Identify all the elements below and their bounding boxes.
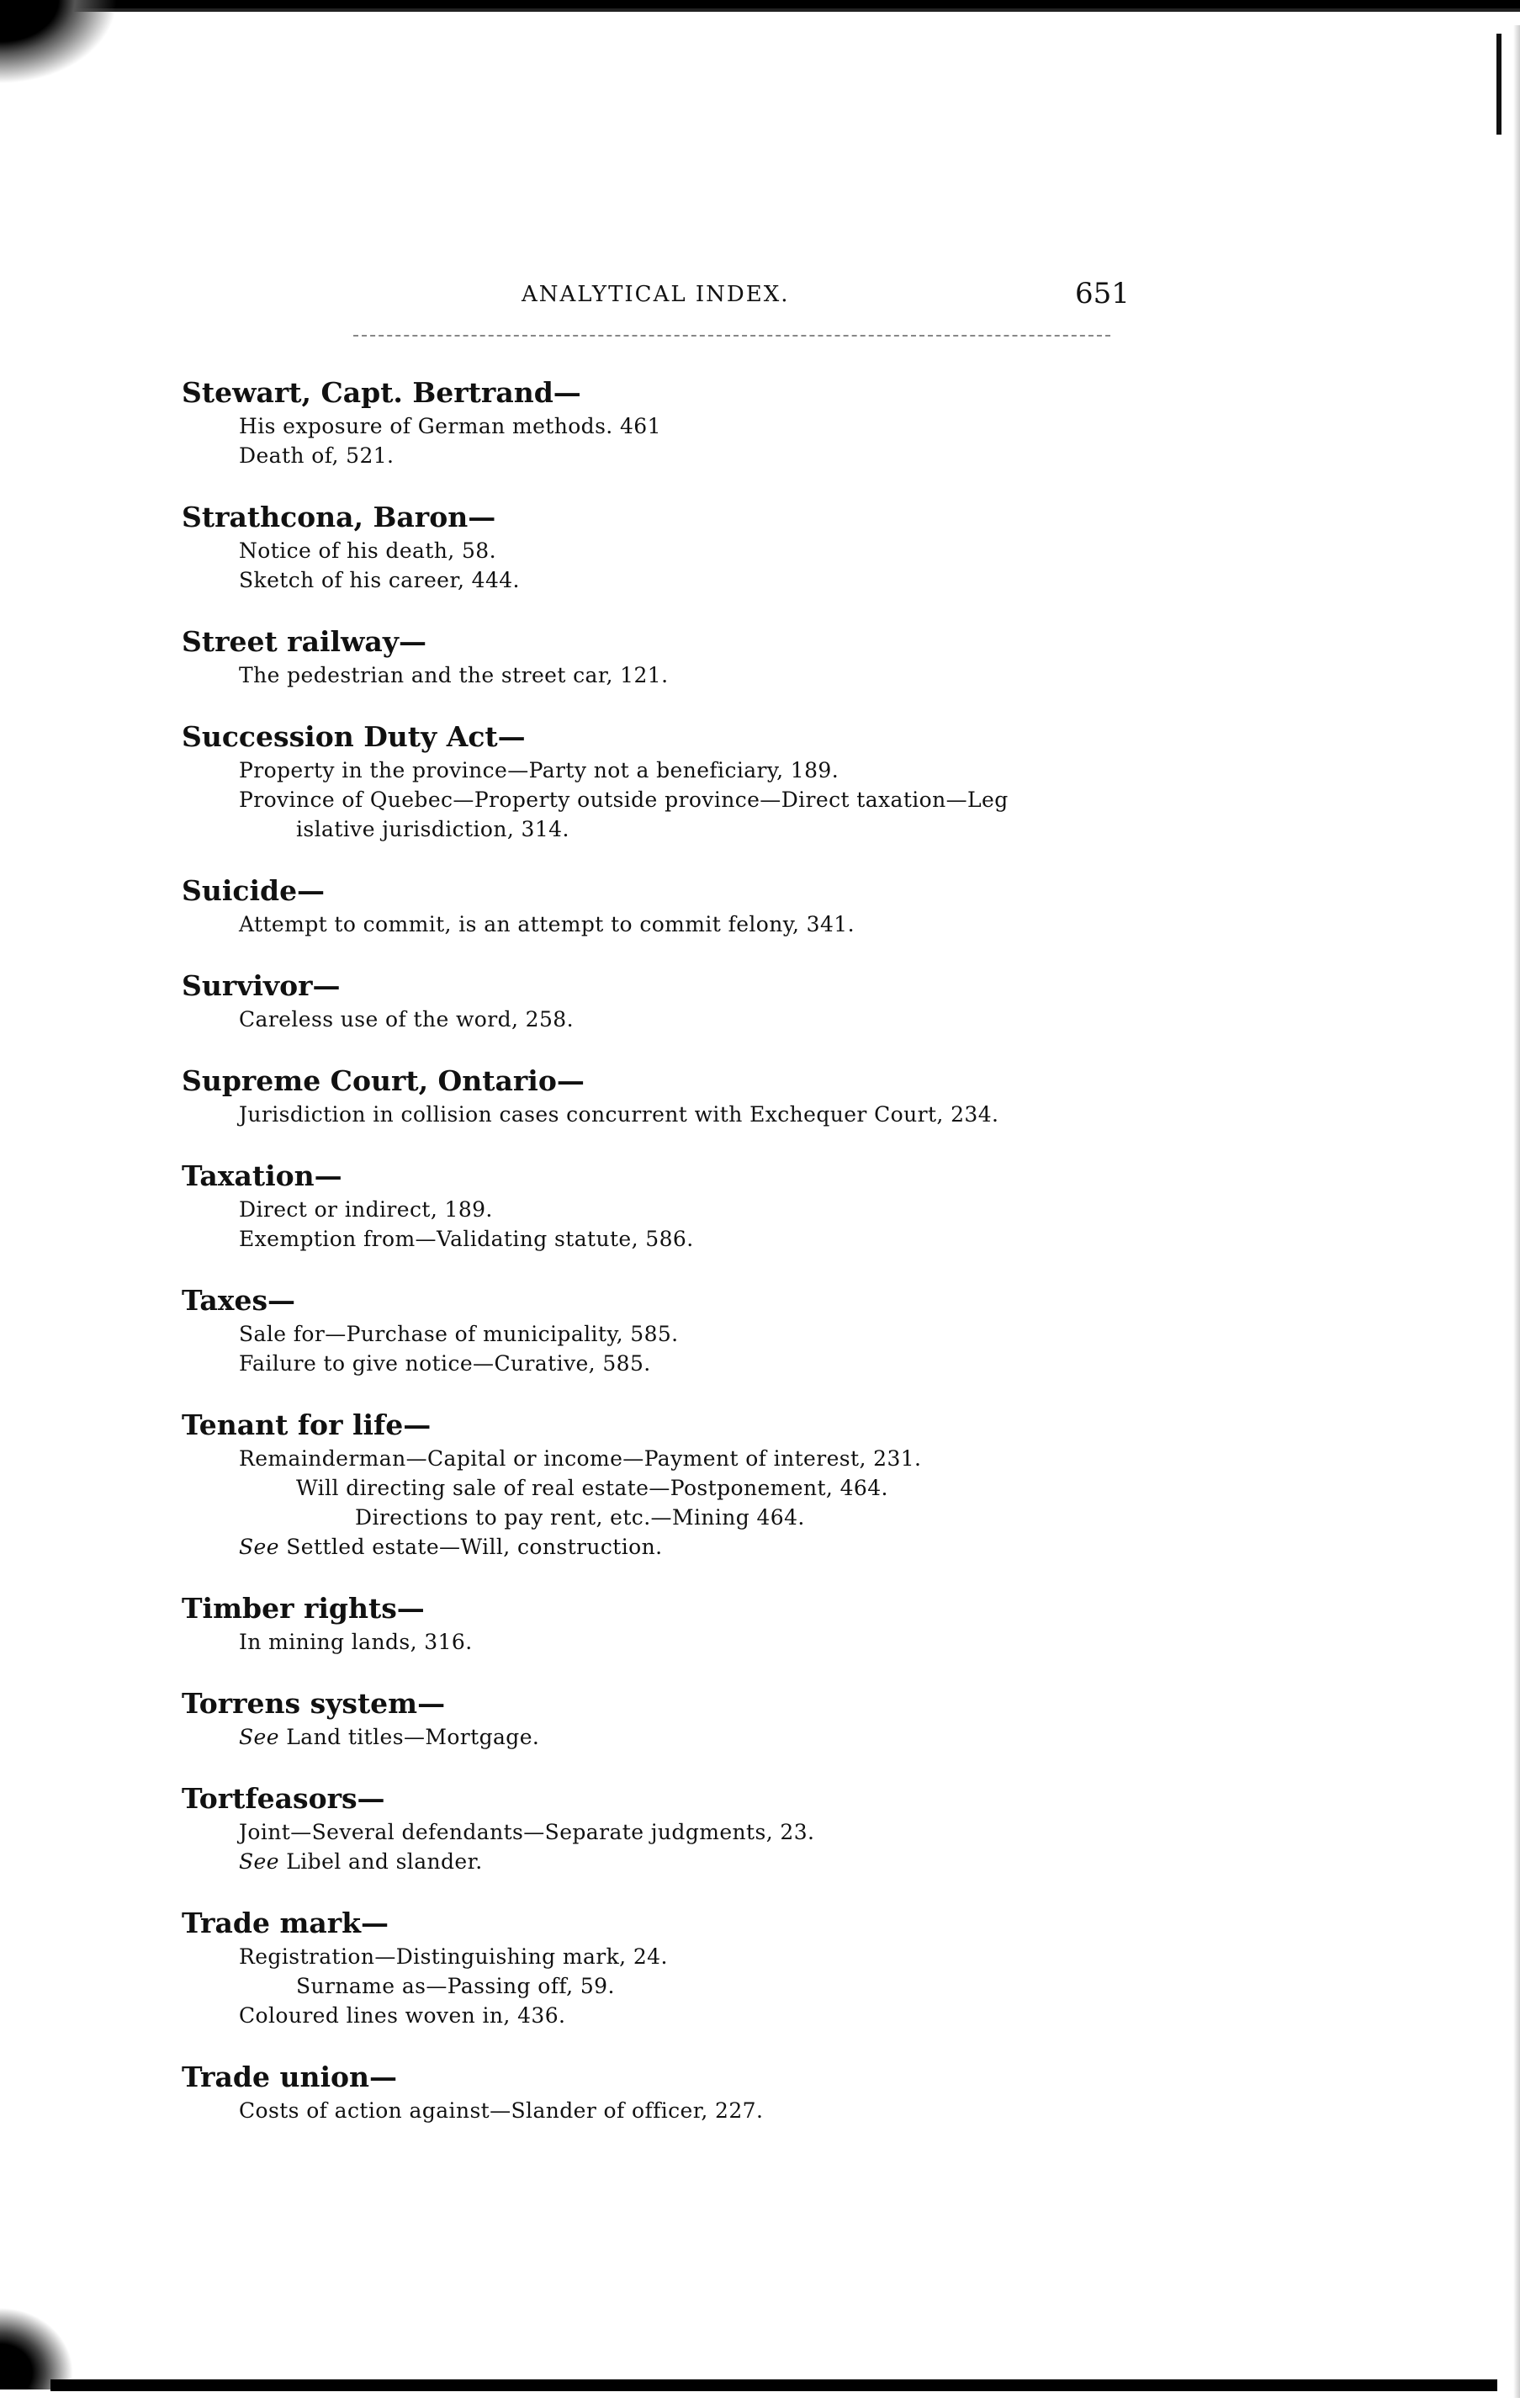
entry-subline bbox=[182, 2001, 1149, 2030]
index-entries bbox=[182, 374, 1149, 2154]
entry-subline bbox=[182, 1847, 1149, 1876]
entry-subline bbox=[182, 814, 1149, 844]
subline-text: Surname as—Passing off, 59. bbox=[296, 1974, 615, 1998]
entry-heading: Trade mark— bbox=[182, 1907, 389, 1939]
entry-subline bbox=[182, 1942, 1149, 1971]
subline-text: Failure to give notice—Curative, 585. bbox=[239, 1351, 651, 1376]
entry-heading: Succession Duty Act— bbox=[182, 720, 526, 753]
index-entry bbox=[182, 1063, 1149, 1129]
entry-subline bbox=[182, 660, 1149, 690]
see-reference-label: See bbox=[239, 1849, 279, 1874]
entry-subline bbox=[182, 756, 1149, 785]
index-entry bbox=[182, 873, 1149, 939]
entry-subline bbox=[182, 785, 1149, 814]
entry-subline bbox=[182, 1319, 1149, 1349]
subline-text: Sketch of his career, 444. bbox=[239, 568, 520, 592]
subline-text: Settled estate—Will, construction. bbox=[286, 1535, 663, 1559]
subline-text: Direct or indirect, 189. bbox=[239, 1197, 493, 1222]
entry-heading: Torrens system— bbox=[182, 1687, 446, 1720]
see-reference-label: See bbox=[239, 1725, 279, 1749]
index-entry bbox=[182, 1590, 1149, 1657]
subline-text: Notice of his death, 58. bbox=[239, 538, 496, 563]
entry-subline bbox=[182, 1005, 1149, 1034]
index-entry bbox=[182, 2059, 1149, 2125]
entry-heading: Timber rights— bbox=[182, 1592, 425, 1625]
entry-subline bbox=[182, 536, 1149, 565]
entry-subline bbox=[182, 1444, 1149, 1473]
entry-heading: Suicide— bbox=[182, 874, 326, 907]
header-rule bbox=[353, 335, 1110, 337]
subline-text: The pedestrian and the street car, 121. bbox=[239, 663, 669, 687]
index-entry bbox=[182, 374, 1149, 470]
subline-text: Province of Quebec—Property outside province—Direct taxation—Leg bbox=[239, 788, 1009, 812]
entry-subline bbox=[182, 1627, 1149, 1657]
running-head: ANALYTICAL INDEX. bbox=[522, 282, 790, 307]
subline-text: Property in the province—Party not a beneficiary, 189. bbox=[239, 758, 839, 782]
subline-text: Registration—Distinguishing mark, 24. bbox=[239, 1944, 668, 1969]
entry-subline bbox=[182, 1503, 1149, 1532]
subline-text: Will directing sale of real estate—Postponement, 464. bbox=[296, 1476, 888, 1500]
subline-text: Careless use of the word, 258. bbox=[239, 1007, 574, 1032]
entry-heading: Tortfeasors— bbox=[182, 1782, 385, 1815]
index-entry bbox=[182, 1158, 1149, 1254]
page-number: 651 bbox=[1075, 277, 1130, 310]
subline-text: His exposure of German methods. 461 bbox=[239, 414, 661, 438]
entry-subline bbox=[182, 1195, 1149, 1224]
see-reference-label: See bbox=[239, 1535, 279, 1559]
entry-subline bbox=[182, 441, 1149, 470]
subline-text: In mining lands, 316. bbox=[239, 1630, 473, 1654]
entry-subline bbox=[182, 1473, 1149, 1503]
entry-heading: Strathcona, Baron— bbox=[182, 501, 496, 533]
entry-subline bbox=[182, 1817, 1149, 1847]
subline-text: Land titles—Mortgage. bbox=[286, 1725, 540, 1749]
entry-heading: Street railway— bbox=[182, 625, 426, 658]
subline-text: Libel and slander. bbox=[286, 1849, 483, 1874]
entry-heading: Stewart, Capt. Bertrand— bbox=[182, 376, 581, 409]
index-entry bbox=[182, 1905, 1149, 2030]
index-entry bbox=[182, 719, 1149, 844]
subline-text: Remainderman—Capital or income—Payment of interest, 231. bbox=[239, 1446, 922, 1471]
page-header bbox=[0, 277, 1520, 332]
scan-border-top bbox=[0, 0, 1520, 22]
entry-subline bbox=[182, 411, 1149, 441]
entry-heading: Tenant for life— bbox=[182, 1408, 432, 1441]
entry-heading: Taxation— bbox=[182, 1159, 342, 1192]
scan-edge-right bbox=[1513, 25, 1520, 2398]
scan-mark-right bbox=[1496, 34, 1501, 135]
subline-text: Jurisdiction in collision cases concurrent with Exchequer Court, 234. bbox=[239, 1102, 999, 1127]
subline-text: Exemption from—Validating statute, 586. bbox=[239, 1227, 694, 1251]
subline-text: Joint—Several defendants—Separate judgments, 23. bbox=[239, 1820, 815, 1844]
index-entry bbox=[182, 1685, 1149, 1752]
subline-text: Sale for—Purchase of municipality, 585. bbox=[239, 1322, 679, 1346]
entry-subline bbox=[182, 1532, 1149, 1562]
entry-subline bbox=[182, 2096, 1149, 2125]
subline-text: Costs of action against—Slander of officer, 227. bbox=[239, 2098, 764, 2123]
index-entry bbox=[182, 1407, 1149, 1562]
entry-subline bbox=[182, 1349, 1149, 1378]
subline-text: Attempt to commit, is an attempt to commit felony, 341. bbox=[239, 912, 855, 936]
entry-subline bbox=[182, 1224, 1149, 1254]
index-entry bbox=[182, 623, 1149, 690]
entry-subline bbox=[182, 1971, 1149, 2001]
scan-shadow-top-left bbox=[0, 0, 118, 84]
index-entry bbox=[182, 968, 1149, 1034]
entry-subline bbox=[182, 910, 1149, 939]
entry-heading: Trade union— bbox=[182, 2061, 398, 2093]
entry-heading: Taxes— bbox=[182, 1284, 296, 1317]
entry-subline bbox=[182, 1100, 1149, 1129]
scan-border-bottom bbox=[50, 2379, 1497, 2391]
entry-heading: Supreme Court, Ontario— bbox=[182, 1064, 585, 1097]
entry-subline bbox=[182, 565, 1149, 595]
entry-heading: Survivor— bbox=[182, 969, 341, 1002]
subline-text: Coloured lines woven in, 436. bbox=[239, 2003, 566, 2028]
entry-subline bbox=[182, 1722, 1149, 1752]
index-entry bbox=[182, 499, 1149, 595]
index-entry bbox=[182, 1282, 1149, 1378]
scan-shadow-bottom-left bbox=[0, 2305, 76, 2389]
subline-text: Directions to pay rent, etc.—Mining 464. bbox=[355, 1505, 805, 1530]
subline-text: islative jurisdiction, 314. bbox=[296, 817, 569, 841]
index-entry bbox=[182, 1780, 1149, 1876]
subline-text: Death of, 521. bbox=[239, 443, 395, 468]
